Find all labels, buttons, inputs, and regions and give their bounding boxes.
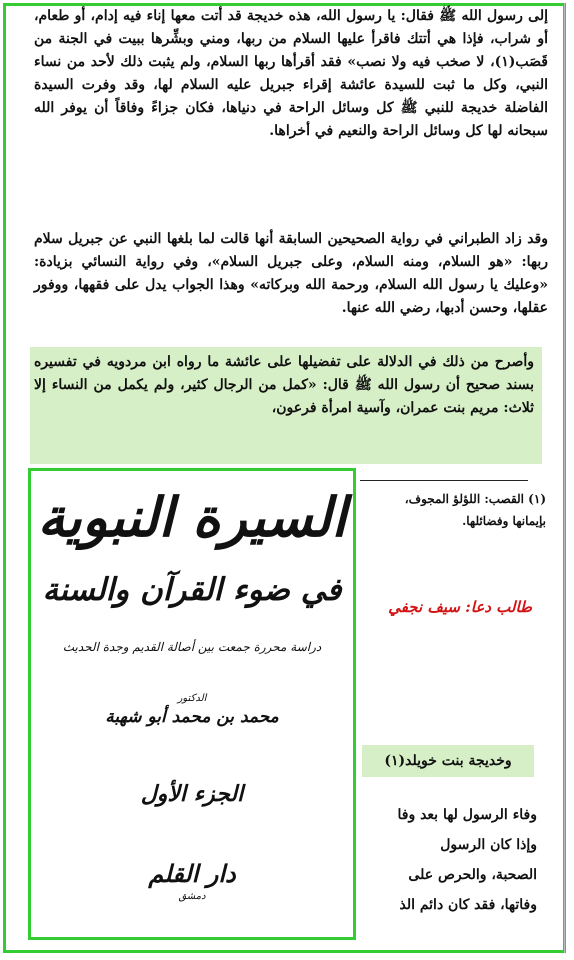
- cover-subtitle: في ضوء القرآن والسنة: [42, 572, 342, 608]
- fragment-line-3: الصحبة، والحرص على: [408, 867, 537, 883]
- cover-publisher: دار القلم: [148, 859, 236, 888]
- author-note: طالب دعا: سيف نجفي: [388, 598, 532, 616]
- page-edge-line: [564, 3, 565, 953]
- paragraph-3-highlighted: وأصرح من ذلك في الدلالة على تفضيلها على عائشة ما رواه ابن مردويه في تفسيره بسند صحيح أن رسول الله ﷺ قال: «كمل من الرجال كثير، ولم يكمل من النساء إلا ثلاث: مريم بنت عمران، وآسية امرأة فرعون،: [34, 354, 534, 416]
- fragment-line-2: وإذا كان الرسول: [440, 837, 537, 853]
- paragraph-1: إلى رسول الله ﷺ فقال: يا رسول الله، هذه خديجة قد أتت معها إناء فيه إدام، أو طعام، أو شراب، فإذا هي أتتك فاقرأ عليها السلام من ربها، ومني وبشِّرها ببيت في الجنة من قَصَب(١)، لا صخب فيه ولا نصب» فقد أقرأها ربها السلام، ولم يثبت ذلك لأحد من نساء النبي، وكل ما ثبت للسيدة عائشة إقراء جبريل عليه السلام لها، وقد وفرت السيدة الفاضلة خديجة للنبي ﷺ كل وسائل الراحة في دنياها، فكان جزاءً وفاقاً أن يوفر الله سبحانه لها كل وسائل الراحة والنعيم في أخراها.: [34, 8, 548, 139]
- footnote-rule: [360, 480, 528, 481]
- cover-part: الجزء الأول: [140, 781, 244, 807]
- book-cover: [28, 468, 356, 940]
- fragment-line-4: وفاتها، فقد كان دائم الذ: [399, 897, 537, 913]
- footnote: [378, 488, 546, 532]
- cover-author-prefix: الدكتور: [177, 693, 207, 704]
- khadija-label: وخديجة بنت خويلد(١): [362, 745, 534, 777]
- cover-description: دراسة محررة جمعت بين أصالة القديم وجدة الحديث: [62, 640, 322, 654]
- book-cover-content: [31, 471, 353, 937]
- footnote-line-1: (١) القصب: اللؤلؤ المجوف،: [404, 492, 546, 506]
- cover-title: السيرة النبوية: [37, 485, 347, 549]
- footnote-line-2: بإيمانها وفضائلها.: [462, 514, 546, 528]
- cover-city: دمشق: [178, 891, 206, 902]
- cover-author: محمد بن محمد أبو شهبة: [105, 707, 279, 727]
- paragraph-2: وقد زاد الطبراني في رواية الصحيحين السابقة أنها قالت لما بلغها النبي عن جبريل سلام ربها: «هو السلام، ومنه السلام، وعلى جبريل السلام»، وفي رواية النسائي بزيادة: «وعليك يا رسول الله السلام، ورحمة الله وبركاته» وهذا الجواب يدل على فقهها، ووفور عقلها، وحسن أدبها، رضي الله عنها.: [34, 231, 548, 316]
- fragment-line-1: وفاء الرسول لها بعد وفا: [397, 807, 537, 823]
